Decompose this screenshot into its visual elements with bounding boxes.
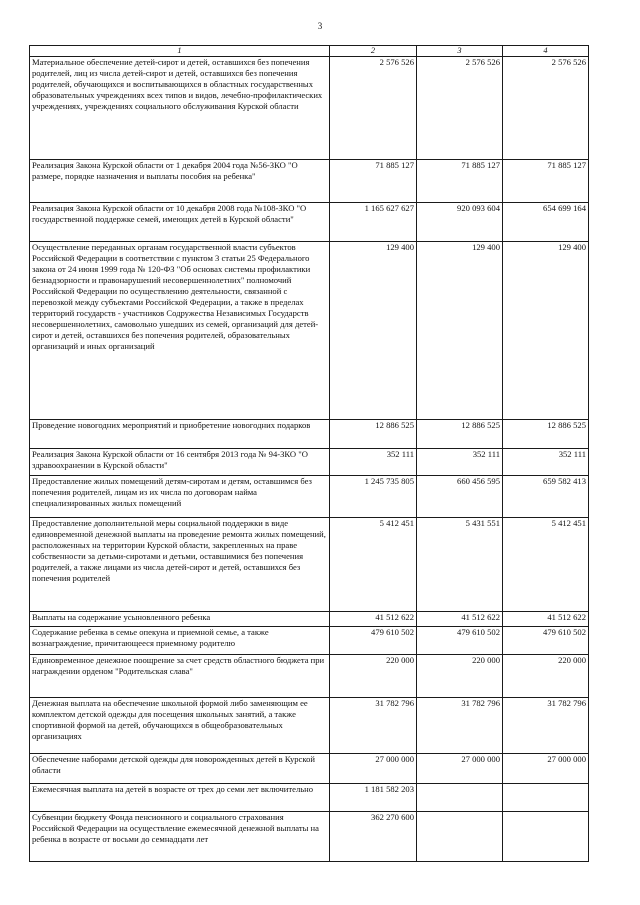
value-cell: 659 582 413: [503, 476, 589, 518]
value-cell: 352 111: [330, 449, 417, 476]
value-cell: 2 576 526: [330, 57, 417, 160]
value-cell: 362 270 600: [330, 812, 417, 862]
value-cell: 479 610 502: [417, 627, 503, 655]
value-cell: 660 456 595: [417, 476, 503, 518]
value-cell: 2 576 526: [417, 57, 503, 160]
value-cell: 27 000 000: [417, 754, 503, 784]
value-cell: 220 000: [417, 655, 503, 698]
value-cell: [417, 784, 503, 812]
table-row: [30, 698, 589, 754]
value-cell: 920 093 604: [417, 203, 503, 242]
value-cell: 71 885 127: [417, 160, 503, 203]
table-row: [30, 812, 589, 862]
table-row: [30, 160, 589, 203]
table-row: [30, 449, 589, 476]
table-row: [30, 420, 589, 449]
row-description: Денежная выплата на обеспечение школьной формой либо заменяющим ее комплектом детской одежды для посещения школьных занятий, а также спортивной формой на детей, обучающихся в общеобразовательных организациях: [30, 698, 330, 754]
value-cell: 41 512 622: [503, 612, 589, 627]
column-header: 2: [330, 46, 417, 57]
value-cell: 12 886 525: [330, 420, 417, 449]
value-cell: 5 412 451: [330, 518, 417, 612]
value-cell: 352 111: [503, 449, 589, 476]
row-description: Содержание ребенка в семье опекуна и приемной семье, а также вознаграждение, причитающееся приемному родителю: [30, 627, 330, 655]
table-row: [30, 784, 589, 812]
table-row: [30, 627, 589, 655]
row-description: Реализация Закона Курской области от 1 декабря 2004 года №56-ЗКО "О размере, порядке назначения и выплаты пособия на ребенка": [30, 160, 330, 203]
value-cell: 12 886 525: [503, 420, 589, 449]
table-row: [30, 518, 589, 612]
table-row: [30, 612, 589, 627]
value-cell: 27 000 000: [330, 754, 417, 784]
value-cell: 352 111: [417, 449, 503, 476]
column-header: 4: [503, 46, 589, 57]
value-cell: 654 699 164: [503, 203, 589, 242]
value-cell: 1 245 735 805: [330, 476, 417, 518]
row-description: Материальное обеспечение детей-сирот и детей, оставшихся без попечения родителей, лиц из числа детей-сирот и детей, оставшихся без попечения родителей, обучающихся и воспитывающихся в областных государственных образовательных учреждениях всех типов и видов, лечебно-профилактических учреждениях, учреждениях социального обслуживания Курской области: [30, 57, 330, 160]
value-cell: 31 782 796: [330, 698, 417, 754]
value-cell: 41 512 622: [417, 612, 503, 627]
row-description: Единовременное денежное поощрение за счет средств областного бюджета при награждении орденом "Родительская слава": [30, 655, 330, 698]
value-cell: [417, 812, 503, 862]
value-cell: 479 610 502: [330, 627, 417, 655]
value-cell: 1 181 582 203: [330, 784, 417, 812]
value-cell: 71 885 127: [503, 160, 589, 203]
column-header: 1: [30, 46, 330, 57]
value-cell: 1 165 627 627: [330, 203, 417, 242]
table-row: [30, 242, 589, 420]
table-row: [30, 476, 589, 518]
value-cell: [503, 784, 589, 812]
row-description: Проведение новогодних мероприятий и приобретение новогодних подарков: [30, 420, 330, 449]
value-cell: 31 782 796: [417, 698, 503, 754]
row-description: Предоставление жилых помещений детям-сиротам и детям, оставшимся без попечения родителей, лицам из их числа по договорам найма специализированных жилых помещений: [30, 476, 330, 518]
page-number: 3: [317, 21, 323, 31]
table-row: [30, 203, 589, 242]
row-description: Осуществление переданных органам государственной власти субъектов Российской Федерации в соответствии с пунктом 3 статьи 25 Федерального закона от 24 июня 1999 года № 120-ФЗ "Об основах системы профилактики безнадзорности и правонарушений несовершеннолетних" полномочий Российской Федерации по осуществлению деятельности, связанной с перевозкой между субъектами Российской Федерации, а также в пределах территорий государств - участников Содружества Независимых Государств несовершеннолетних, самовольно ушедших из семей, организаций для детей-сирот и детей, оставшихся без попечения родителей, образовательных организаций и иных организаций: [30, 242, 330, 420]
column-header: 3: [417, 46, 503, 57]
value-cell: 5 431 551: [417, 518, 503, 612]
value-cell: 2 576 526: [503, 57, 589, 160]
value-cell: 5 412 451: [503, 518, 589, 612]
value-cell: 220 000: [330, 655, 417, 698]
value-cell: 129 400: [503, 242, 589, 420]
row-description: Реализация Закона Курской области от 10 декабря 2008 года №108-ЗКО "О государственной поддержке семей, имеющих детей в Курской области": [30, 203, 330, 242]
value-cell: 41 512 622: [330, 612, 417, 627]
value-cell: 129 400: [330, 242, 417, 420]
table-row: [30, 57, 589, 160]
value-cell: 12 886 525: [417, 420, 503, 449]
table-row: [30, 655, 589, 698]
row-description: Выплаты на содержание усыновленного ребенка: [30, 612, 330, 627]
row-description: Обеспечение наборами детской одежды для новорожденных детей в Курской области: [30, 754, 330, 784]
row-description: Реализация Закона Курской области от 16 сентября 2013 года № 94-ЗКО "О здравоохранении в Курской области": [30, 449, 330, 476]
row-description: Ежемесячная выплата на детей в возрасте от трех до семи лет включительно: [30, 784, 330, 812]
value-cell: 479 610 502: [503, 627, 589, 655]
row-description: Субвенции бюджету Фонда пенсионного и социального страхования Российской Федерации на осуществление ежемесячной денежной выплаты на ребенка в возрасте от восьми до семнадцати лет: [30, 812, 330, 862]
value-cell: 31 782 796: [503, 698, 589, 754]
header-row: [30, 46, 589, 57]
budget-table: [29, 45, 589, 862]
value-cell: 71 885 127: [330, 160, 417, 203]
value-cell: 220 000: [503, 655, 589, 698]
table-row: [30, 754, 589, 784]
value-cell: 27 000 000: [503, 754, 589, 784]
value-cell: [503, 812, 589, 862]
row-description: Предоставление дополнительной меры социальной поддержки в виде единовременной денежной выплаты на проведение ремонта жилых помещений, расположенных на территории Курской области, закрепленных на праве собственности за детьми-сиротами и детьми, оставшимися без попечения родителей, а также лицами из числа детей-сирот и детей, оставшихся без попечения родителей: [30, 518, 330, 612]
value-cell: 129 400: [417, 242, 503, 420]
